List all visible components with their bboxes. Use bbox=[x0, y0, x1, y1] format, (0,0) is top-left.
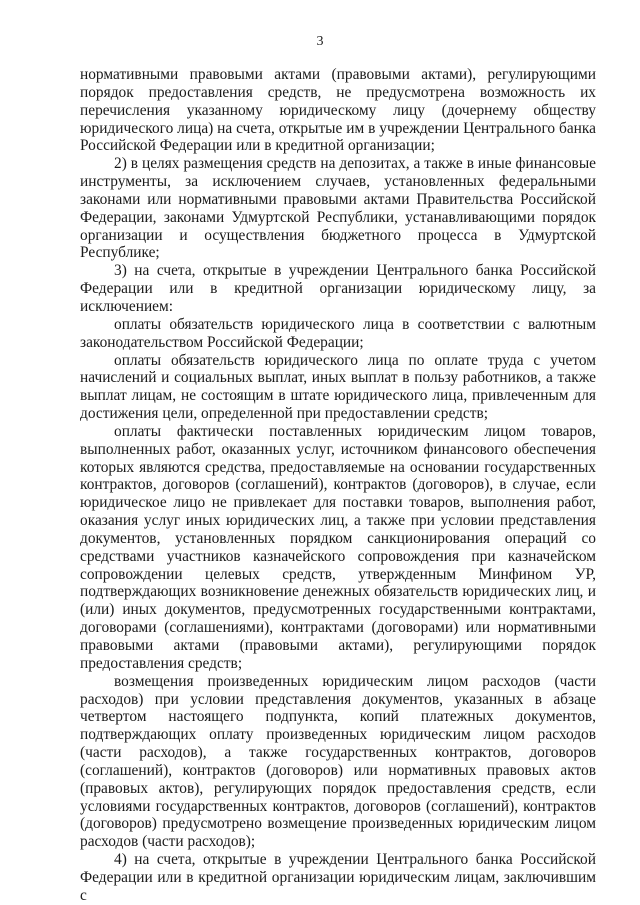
paragraph-labor-obligations: оплаты обязательств юридического лица по оплате труда с учетом начислений и социальных выплат, иных выплат в пользу работников, а также выплат лицам, не состоящим в штате юридического лица, привлеченным для достижения цели, определенной при предоставлении средств; bbox=[80, 351, 596, 423]
page-number: 3 bbox=[316, 34, 324, 49]
paragraph-goods-payment: оплаты фактически поставленных юридическим лицом товаров, выполненных работ, оказанных услуг, источником финансового обеспечения которых являются средства, предоставляемые на основании государственных контрактов, договоров (соглашений), контрактов (договоров), в случае, если юридическое лицо не привлекает для поставки товаров, выполнения работ, оказания услуг иных юридических лиц, а также при условии представления документов, установленных порядком санкционирования операций со средствами участников казначейского сопровождения при казначейском сопровождении целевых средств, утвержденным Минфином УР, подтверждающих возникновение денежных обязательств юридических лиц, и (или) иных документов, предусмотренных государственными контрактами, договорами (соглашениями), контрактами (договорами) или нормативными правовыми актами (правовыми актами), регулирующими порядок предоставления средств; bbox=[80, 422, 596, 672]
paragraph-item-4: 4) на счета, открытые в учреждении Центрального банка Российской Федерации или в кредитной организации юридическим лицам, заключившим с bbox=[80, 851, 596, 904]
paragraph-item-2: 2) в целях размещения средств на депозитах, а также в иные финансовые инструменты, за исключением случаев, установленных федеральными законами или нормативными правовыми актами Правительства Российской Федерации, законами Удмуртской Республики, устанавливающими порядок организации и осуществления бюджетного процесса в Удмуртской Республике; bbox=[80, 155, 596, 262]
paragraph-item-3: 3) на счета, открытые в учреждении Центрального банка Российской Федерации или в кредитной организации юридическому лицу, за исключением: bbox=[80, 262, 596, 315]
paragraph-continuation: нормативными правовыми актами (правовыми актами), регулирующими порядок предоставления средств, не предусмотрена возможность их перечисления указанному юридическому лицу (дочернему обществу юридического лица) на счета, открытые им в учреждении Центрального банка Российской Федерации или в кредитной организации; bbox=[80, 66, 596, 155]
paragraph-expense-reimbursement: возмещения произведенных юридическим лицом расходов (части расходов) при условии представления документов, указанных в абзаце четвертом настоящего подпункта, копий платежных документов, подтверждающих оплату произведенных юридическим лицом расходов (части расходов), а также государственных контрактов, договоров (соглашений), контрактов (договоров) или нормативных правовых актов (правовых актов), регулирующих порядок предоставления средств, если условиями государственных контрактов, договоров (соглашений), контрактов (договоров) предусмотрено возмещение произведенных юридическим лицом расходов (части расходов); bbox=[80, 672, 596, 851]
paragraph-currency-obligations: оплаты обязательств юридического лица в соответствии с валютным законодательством Российской Федерации; bbox=[80, 315, 596, 351]
document-body bbox=[80, 66, 596, 905]
